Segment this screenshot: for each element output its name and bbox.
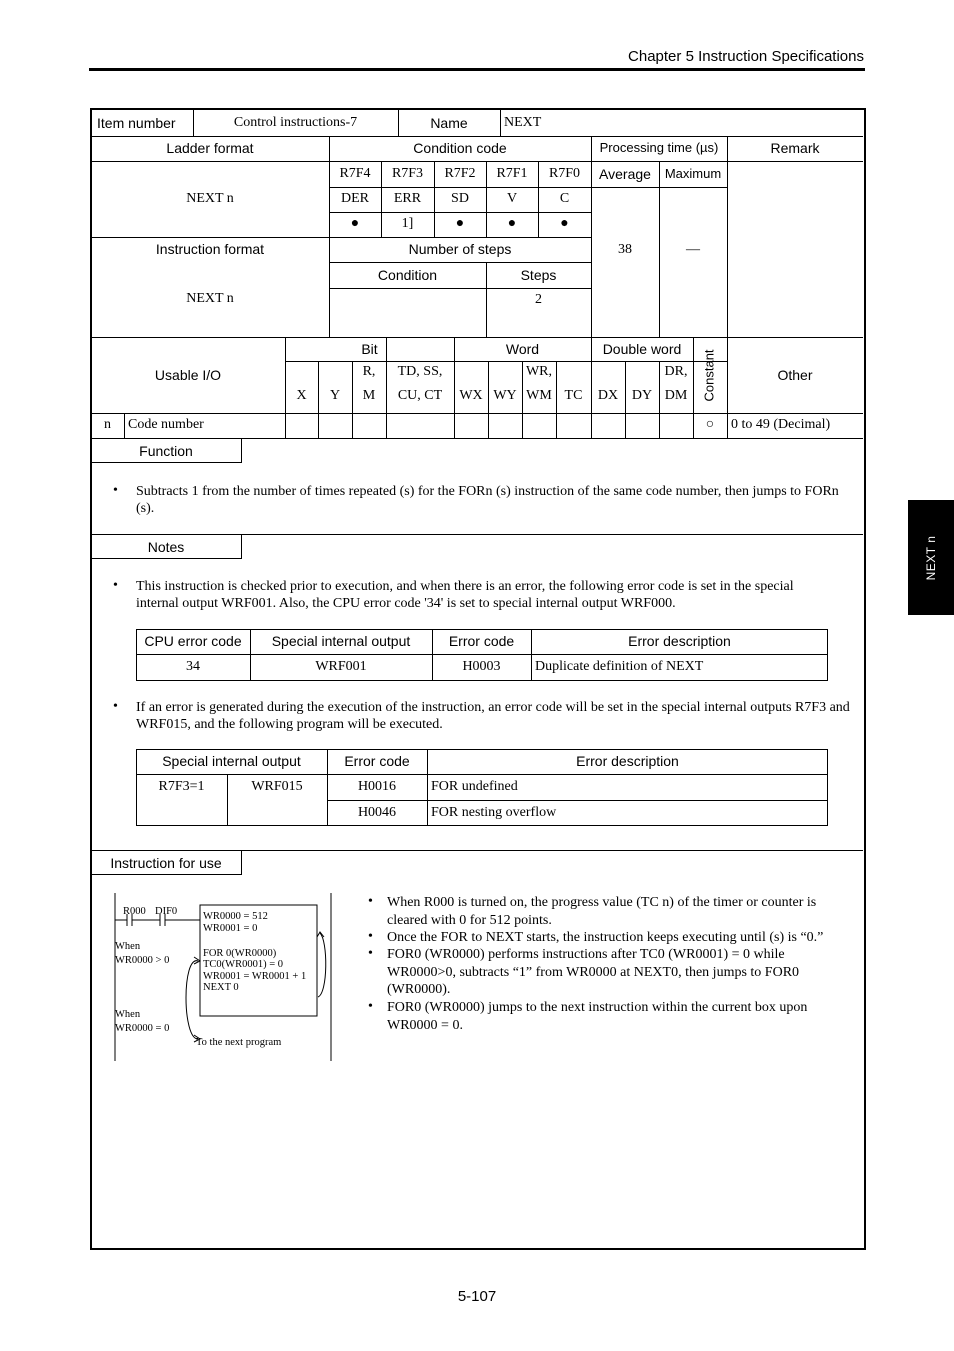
bit-label: Bit: [361, 341, 378, 358]
remark-label: Remark: [770, 140, 820, 157]
col-cu-ct: CU, CT: [397, 387, 443, 403]
t1-header-cpu-error-code: CPU error code: [144, 633, 242, 650]
usage-bullet-2: Once the FOR to NEXT starts, the instruction keeps executing until (s) is “0.”: [387, 930, 824, 945]
col-wx: WX: [459, 387, 483, 403]
col-r: R,: [362, 363, 376, 379]
cc-header-r7f3: R7F3: [391, 165, 424, 181]
box-line-4: FOR 0(WR0000): [203, 948, 277, 959]
contact-dif0: DIF0: [155, 906, 178, 917]
col-dm: DM: [664, 387, 688, 403]
t1-header-special-output: Special internal output: [271, 633, 411, 650]
col-x: X: [296, 387, 307, 403]
other-label: Other: [777, 367, 813, 384]
contact-r000: R000: [123, 906, 146, 917]
side-tab: [908, 500, 954, 615]
col-y: Y: [329, 387, 341, 403]
cc-value-sd: ●: [455, 216, 465, 232]
t2-cell-error-code-2: H0046: [357, 804, 397, 820]
cc-value-v: ●: [507, 216, 517, 232]
usage-bullet-3-mark: •: [368, 946, 373, 961]
t2-header-error-code: Error code: [344, 753, 410, 770]
next-program-label: To the next program: [196, 1037, 282, 1048]
processing-time-label: Processing time (µs): [599, 140, 719, 156]
cc-header-r7f4: R7F4: [339, 165, 371, 181]
cc-name-c: C: [559, 191, 570, 207]
maximum-label: Maximum: [664, 165, 722, 181]
function-bullet: •: [113, 483, 118, 498]
when-condition-1: WR0000 > 0: [115, 955, 170, 966]
notes-bullet-2: If an error is generated during the execution of the instruction, an error code will be set in the special internal outputs R7F3 and WRF015, and the following program will be executed.: [136, 700, 850, 732]
cc-name-err: ERR: [393, 191, 422, 207]
cc-header-r7f1: R7F1: [496, 165, 528, 181]
cc-name-sd: SD: [451, 191, 469, 207]
usage-bullet-1: When R000 is turned on, the progress value (TC n) of the timer or counter is cleared with 0 for 512 points.: [387, 895, 817, 928]
ladder-format-label: Ladder format: [166, 140, 254, 157]
param-desc: Code number: [128, 417, 204, 433]
box-line-6: WR0001 = WR0001 + 1: [203, 971, 307, 982]
steps-label: Steps: [520, 266, 557, 283]
t1-header-error-description: Error description: [628, 633, 731, 650]
box-line-5: TC0(WR0001) = 0: [203, 959, 283, 970]
average-value: 38: [618, 241, 632, 257]
t1-cell-error-code: H0003: [462, 659, 501, 675]
col-dr: DR,: [664, 363, 688, 379]
function-label: Function: [91, 439, 242, 463]
usage-bullet-1-mark: •: [368, 894, 373, 909]
condition-label: Condition: [377, 266, 438, 283]
usable-io-label: Usable I/O: [154, 367, 222, 384]
condition-code-label: Condition code: [413, 140, 507, 157]
t2-cell-output-r7f3: R7F3=1: [158, 778, 205, 794]
ladder-diagram: [112, 893, 334, 1063]
col-wm: WM: [526, 387, 552, 403]
col-dy: DY: [631, 387, 653, 403]
t1-header-error-code: Error code: [448, 633, 515, 650]
average-label: Average: [599, 165, 651, 182]
col-tc: TC: [564, 387, 583, 403]
t2-cell-error-description-1: FOR undefined: [431, 778, 518, 794]
notes-bullet-1-mark: •: [113, 578, 118, 593]
side-tab-label: NEXT n: [924, 535, 938, 580]
when-label-2: When: [115, 1009, 141, 1020]
param-n: n: [104, 417, 111, 433]
usage-bullet-2-mark: •: [368, 929, 373, 944]
cc-value-err: 1]: [401, 216, 414, 232]
name-label: Name: [430, 114, 468, 131]
col-dx: DX: [597, 387, 619, 403]
when-condition-2: WR0000 = 0: [115, 1023, 170, 1034]
notes-label: Notes: [91, 535, 242, 559]
chapter-header: Chapter 5 Instruction Specifications: [628, 48, 864, 65]
usage-bullet-4: FOR0 (WR0000) jumps to the next instruction within the current box upon WR0000 = 0.: [387, 1000, 808, 1033]
function-text: Subtracts 1 from the number of times repeated (s) for the FORn (s) instruction of the same code number, then jumps to FORn (s).: [136, 484, 839, 516]
col-td-ss: TD, SS,: [397, 363, 443, 379]
instruction-for-use-label: Instruction for use: [91, 851, 242, 875]
cc-header-r7f2: R7F2: [444, 165, 476, 181]
t2-header-error-description: Error description: [576, 753, 679, 770]
item-number-label: Item number: [97, 114, 176, 131]
page-number: 5-107: [457, 1288, 497, 1305]
instruction-value: NEXT n: [186, 291, 234, 307]
cc-name-der: DER: [341, 191, 369, 207]
t1-cell-special-output: WRF001: [315, 659, 367, 675]
col-wy: WY: [493, 387, 517, 403]
when-label-1: When: [115, 941, 141, 952]
ladder-value: NEXT n: [186, 190, 234, 206]
cc-header-r7f0: R7F0: [548, 165, 581, 181]
box-line-1: WR0000 = 512: [203, 911, 268, 922]
t2-header-special-output: Special internal output: [162, 753, 301, 770]
cc-value-der: ●: [350, 216, 360, 232]
col-wr: WR,: [525, 363, 553, 379]
box-line-2: WR0001 = 0: [203, 923, 258, 934]
instruction-format-label: Instruction format: [155, 241, 265, 258]
usage-bullet-4-mark: •: [368, 999, 373, 1014]
name-value: NEXT: [504, 114, 542, 130]
cc-value-c: ●: [560, 216, 569, 232]
notes-bullet-2-mark: •: [113, 699, 118, 714]
steps-value: 2: [535, 292, 542, 308]
col-m: M: [362, 387, 376, 403]
word-label: Word: [505, 341, 540, 358]
double-word-label: Double word: [602, 341, 682, 358]
t1-cell-error-description: Duplicate definition of NEXT: [535, 659, 704, 675]
number-of-steps-label: Number of steps: [408, 241, 512, 258]
cc-name-v: V: [506, 191, 518, 207]
box-line-7: NEXT 0: [203, 982, 239, 993]
maximum-value: —: [686, 241, 700, 257]
notes-bullet-1: This instruction is checked prior to execution, and when there is an error, the following error code is set in the special internal output WRF001. Also, the CPU error code '34' is set to special internal output WRF000.: [136, 579, 794, 611]
t2-cell-output-wrf015: WRF015: [251, 778, 303, 794]
item-number-value: Control instructions-7: [233, 114, 358, 130]
t2-cell-error-description-2: FOR nesting overflow: [431, 804, 557, 820]
param-other: 0 to 49 (Decimal): [731, 417, 831, 433]
usage-bullet-3: FOR0 (WR0000) performs instructions after TC0 (WR0001) = 0 while WR0000>0, subtracts “1” from WR0000 at NEXT0, then jumps to FOR0 (WR0000).: [387, 947, 800, 997]
param-constant-mark: ○: [705, 417, 715, 433]
header-rule: [89, 68, 865, 71]
t2-cell-error-code-1: H0016: [357, 778, 397, 794]
t1-cell-cpu-error-code: 34: [186, 659, 200, 675]
constant-label: Constant: [701, 349, 717, 402]
